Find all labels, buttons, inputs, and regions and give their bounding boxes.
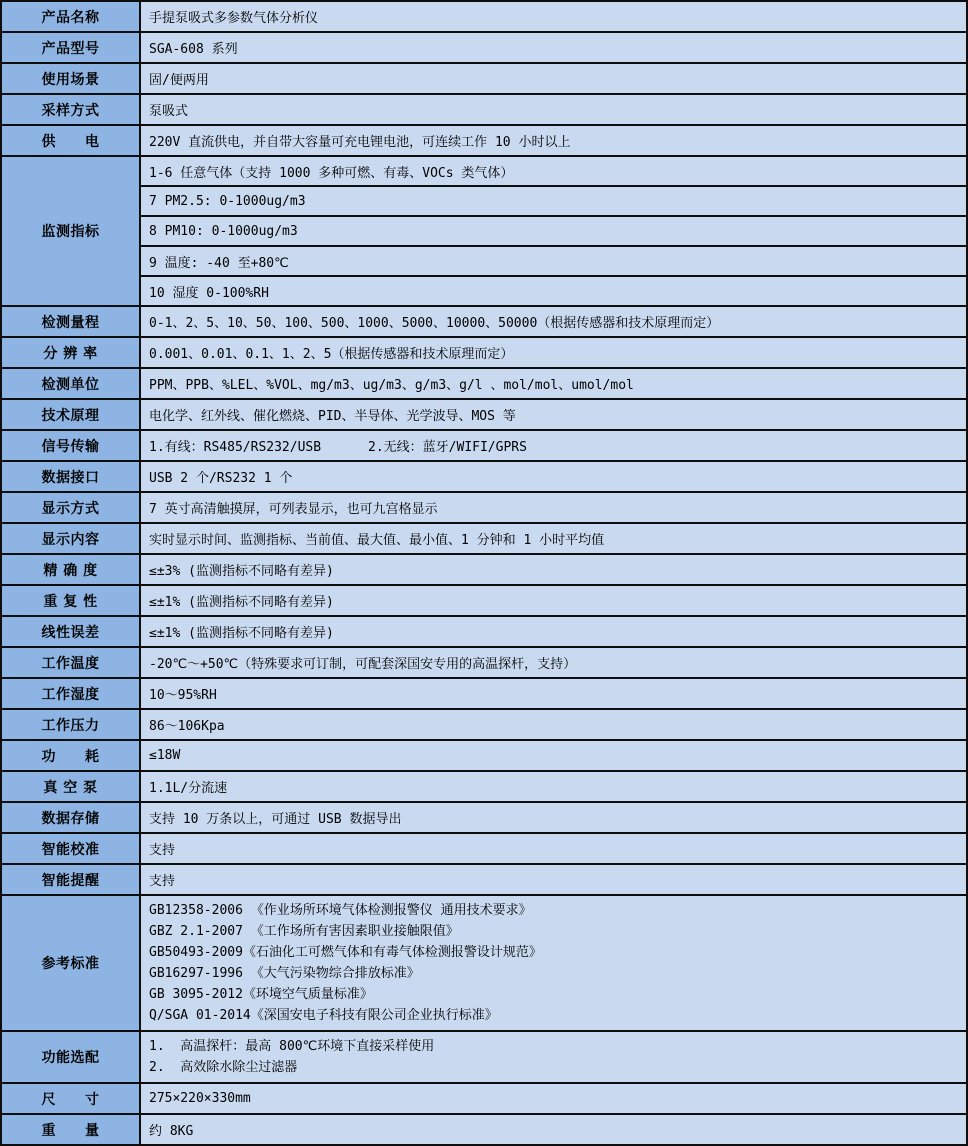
table-row-usage-scene xyxy=(1,63,967,94)
row-value-data-interface: USB 2 个/RS232 1 个 xyxy=(140,461,967,492)
row-label-smart-reminder: 智能提醒 xyxy=(1,864,140,895)
row-label-monitoring-indicators: 监测指标 xyxy=(1,156,140,306)
row-label-dimensions: 尺 寸 xyxy=(1,1083,140,1114)
table-row-repeatability xyxy=(1,585,967,616)
row-label-weight: 重 量 xyxy=(1,1114,140,1145)
table-row-data-storage xyxy=(1,802,967,833)
row-label-repeatability: 重 复 性 xyxy=(1,585,140,616)
row-value-working-temperature: -20℃～+50℃（特殊要求可订制，可配套深国安专用的高温探杆，支持） xyxy=(140,647,967,678)
table-row-power-consumption xyxy=(1,740,967,771)
row-value-reference-standards-line-1: GBZ 2.1-2007 《工作场所有害因素职业接触限值》 xyxy=(149,924,459,939)
row-value-monitoring-indicators-1: 7 PM2.5: 0-1000ug/m3 xyxy=(140,186,967,216)
table-row-monitoring-indicators xyxy=(1,156,967,186)
row-value-product-name: 手提泵吸式多参数气体分析仪 xyxy=(140,1,967,32)
table-row-linearity-error xyxy=(1,616,967,647)
row-value-signal-transmission: 1.有线：RS485/RS232/USB 2.无线：蓝牙/WIFI/GPRS xyxy=(140,430,967,461)
row-label-usage-scene: 使用场景 xyxy=(1,63,140,94)
table-row-display-mode xyxy=(1,492,967,523)
row-value-vacuum-pump: 1.1L/分流速 xyxy=(140,771,967,802)
table-row-monitoring-indicators xyxy=(1,276,967,306)
row-value-monitoring-indicators-4: 10 湿度 0-100%RH xyxy=(140,276,967,306)
row-label-working-humidity: 工作湿度 xyxy=(1,678,140,709)
table-row-data-interface xyxy=(1,461,967,492)
row-value-smart-reminder: 支持 xyxy=(140,864,967,895)
table-row-detection-unit xyxy=(1,368,967,399)
row-value-reference-standards xyxy=(140,895,967,1031)
table-row-sampling-method xyxy=(1,94,967,125)
table-row-accuracy xyxy=(1,554,967,585)
row-value-resolution: 0.001、0.01、0.1、1、2、5（根据传感器和技术原理而定） xyxy=(140,337,967,368)
row-value-power-consumption: ≤18W xyxy=(140,740,967,771)
table-row-product-name xyxy=(1,1,967,32)
table-row-working-humidity xyxy=(1,678,967,709)
table-row-display-content xyxy=(1,523,967,554)
row-value-reference-standards-line-2: GB50493-2009《石油化工可燃气体和有毒气体检测报警设计规范》 xyxy=(149,945,542,960)
row-value-working-pressure: 86～106Kpa xyxy=(140,709,967,740)
spec-table-body xyxy=(1,1,967,1145)
row-value-optional-features-line-1: 2. 高效除水除尘过滤器 xyxy=(149,1060,298,1075)
row-label-data-storage: 数据存储 xyxy=(1,802,140,833)
table-row-power-supply xyxy=(1,125,967,156)
table-row-weight xyxy=(1,1114,967,1145)
row-value-technical-principle: 电化学、红外线、催化燃烧、PID、半导体、光学波导、MOS 等 xyxy=(140,399,967,430)
row-value-monitoring-indicators-2: 8 PM10: 0-1000ug/m3 xyxy=(140,216,967,246)
row-value-reference-standards-line-4: GB 3095-2012《环境空气质量标准》 xyxy=(149,987,373,1002)
row-label-linearity-error: 线性误差 xyxy=(1,616,140,647)
row-label-power-consumption: 功 耗 xyxy=(1,740,140,771)
table-row-monitoring-indicators xyxy=(1,216,967,246)
row-label-working-pressure: 工作压力 xyxy=(1,709,140,740)
row-value-data-storage: 支持 10 万条以上，可通过 USB 数据导出 xyxy=(140,802,967,833)
row-value-weight: 约 8KG xyxy=(140,1114,967,1145)
row-label-data-interface: 数据接口 xyxy=(1,461,140,492)
row-value-smart-calibration: 支持 xyxy=(140,833,967,864)
table-row-working-temperature xyxy=(1,647,967,678)
row-label-display-content: 显示内容 xyxy=(1,523,140,554)
table-row-reference-standards xyxy=(1,895,967,1031)
row-label-resolution: 分 辨 率 xyxy=(1,337,140,368)
row-label-detection-range: 检测量程 xyxy=(1,306,140,337)
row-value-sampling-method: 泵吸式 xyxy=(140,94,967,125)
row-value-reference-standards-line-5: Q/SGA 01-2014《深国安电子科技有限公司企业执行标准》 xyxy=(149,1008,498,1023)
row-value-display-mode: 7 英寸高清触摸屏，可列表显示，也可九宫格显示 xyxy=(140,492,967,523)
row-label-sampling-method: 采样方式 xyxy=(1,94,140,125)
row-label-reference-standards: 参考标准 xyxy=(1,895,140,1031)
row-label-product-name: 产品名称 xyxy=(1,1,140,32)
row-value-monitoring-indicators-0: 1-6 任意气体（支持 1000 多种可燃、有毒、VOCs 类气体） xyxy=(140,156,967,186)
table-row-product-model xyxy=(1,32,967,63)
table-row-optional-features xyxy=(1,1031,967,1083)
row-value-dimensions: 275×220×330mm xyxy=(140,1083,967,1114)
row-label-detection-unit: 检测单位 xyxy=(1,368,140,399)
row-label-accuracy: 精 确 度 xyxy=(1,554,140,585)
row-label-display-mode: 显示方式 xyxy=(1,492,140,523)
row-value-product-model: SGA-608 系列 xyxy=(140,32,967,63)
row-value-working-humidity: 10～95%RH xyxy=(140,678,967,709)
row-label-smart-calibration: 智能校准 xyxy=(1,833,140,864)
row-label-power-supply: 供 电 xyxy=(1,125,140,156)
row-value-optional-features-line-0: 1. 高温探杆：最高 800℃环境下直接采样使用 xyxy=(149,1039,435,1054)
row-label-working-temperature: 工作温度 xyxy=(1,647,140,678)
row-value-accuracy: ≤±3% (监测指标不同略有差异) xyxy=(140,554,967,585)
row-label-signal-transmission: 信号传输 xyxy=(1,430,140,461)
row-value-monitoring-indicators-3: 9 温度: -40 至+80℃ xyxy=(140,246,967,276)
row-value-display-content: 实时显示时间、监测指标、当前值、最大值、最小值、1 分钟和 1 小时平均值 xyxy=(140,523,967,554)
table-row-detection-range xyxy=(1,306,967,337)
table-row-working-pressure xyxy=(1,709,967,740)
row-value-detection-unit: PPM、PPB、%LEL、%VOL、mg/m3、ug/m3、g/m3、g/l 、mol/mol、umol/mol xyxy=(140,368,967,399)
table-row-monitoring-indicators xyxy=(1,186,967,216)
row-value-reference-standards-line-0: GB12358-2006 《作业场所环境气体检测报警仪 通用技术要求》 xyxy=(149,903,532,918)
row-value-repeatability: ≤±1% (监测指标不同略有差异) xyxy=(140,585,967,616)
row-value-detection-range: 0-1、2、5、10、50、100、500、1000、5000、10000、50000（根据传感器和技术原理而定） xyxy=(140,306,967,337)
row-value-reference-standards-line-3: GB16297-1996 《大气污染物综合排放标准》 xyxy=(149,966,420,981)
row-label-optional-features: 功能选配 xyxy=(1,1031,140,1083)
table-row-smart-reminder xyxy=(1,864,967,895)
table-row-vacuum-pump xyxy=(1,771,967,802)
table-row-signal-transmission xyxy=(1,430,967,461)
row-label-technical-principle: 技术原理 xyxy=(1,399,140,430)
table-row-smart-calibration xyxy=(1,833,967,864)
table-row-technical-principle xyxy=(1,399,967,430)
row-value-power-supply: 220V 直流供电，并自带大容量可充电锂电池，可连续工作 10 小时以上 xyxy=(140,125,967,156)
row-value-usage-scene: 固/便两用 xyxy=(140,63,967,94)
row-value-optional-features xyxy=(140,1031,967,1083)
table-row-monitoring-indicators xyxy=(1,246,967,276)
row-value-linearity-error: ≤±1% (监测指标不同略有差异) xyxy=(140,616,967,647)
row-label-product-model: 产品型号 xyxy=(1,32,140,63)
table-row-resolution xyxy=(1,337,967,368)
row-label-vacuum-pump: 真 空 泵 xyxy=(1,771,140,802)
table-row-dimensions xyxy=(1,1083,967,1114)
